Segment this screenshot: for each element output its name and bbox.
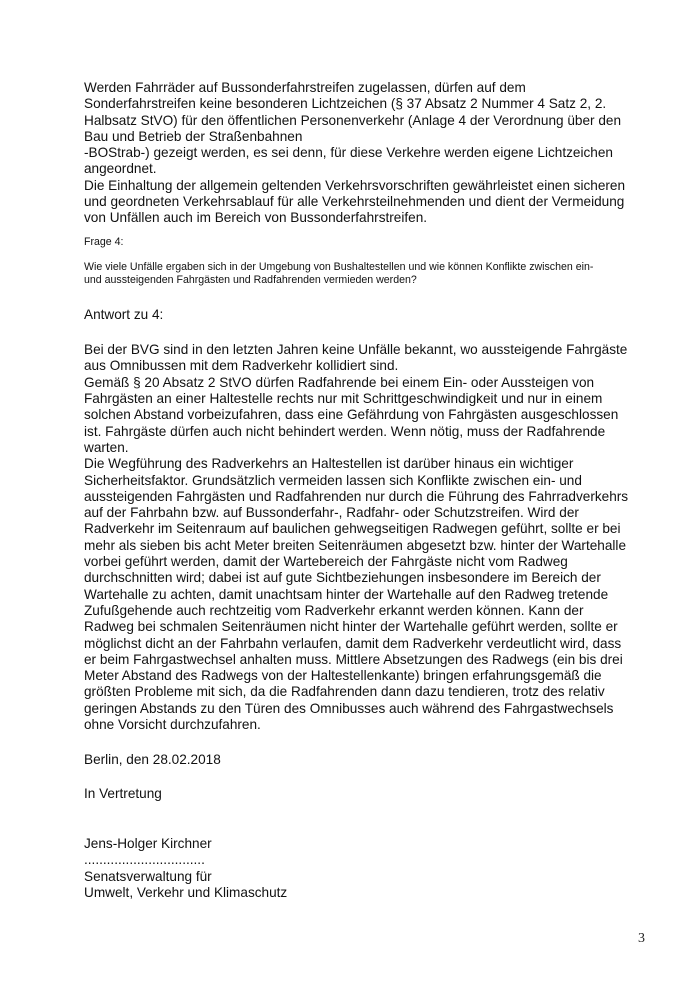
text-line: Sonderfahrstreifen keine besonderen Lichtzeichen (§ 37 Absatz 2 Nummer 4 Satz 2, 2. (84, 96, 607, 112)
text-line: Sicherheitsfaktor. Grundsätzlich vermeiden lassen sich Konflikte zwischen ein- und (84, 472, 582, 488)
signature-block (84, 836, 654, 901)
text-line: ohne Vorsicht durchzufahren. (84, 717, 261, 733)
text-line: Gemäß § 20 Absatz 2 StVO dürfen Radfahrende bei einem Ein- oder Aussteigen von (84, 374, 595, 390)
signatory-name: Jens-Holger Kirchner (84, 835, 212, 851)
answer-label: Antwort zu 4: (84, 306, 164, 322)
date-line: Berlin, den 28.02.2018 (84, 752, 221, 768)
authority-line: Umwelt, Verkehr und Klimaschutz (84, 884, 288, 900)
text-line: Wie viele Unfälle ergaben sich in der Umgebung von Bushaltestellen und wie können Konflikte zwischen ein- (84, 261, 594, 274)
text-line: Werden Fahrräder auf Bussonderfahrstreifen zugelassen, dürfen auf dem (84, 80, 526, 95)
text-line: Meter Abstand des Radwegs von der Haltestellenkante) bringen erfahrungsgemäß die (84, 668, 602, 684)
text-line: Radweg bei schmalen Seitenräumen nicht hinter der Wartehalle geführt werden, sollte er (84, 619, 618, 635)
text-line: von Unfällen auch im Bereich von Bussonderfahrstreifen. (84, 210, 428, 226)
text-line: Wartehalle zu achten, damit unachtsam hinter der Wartehalle auf den Radweg tretende (84, 586, 609, 602)
text-line: Bau und Betrieb der Straßenbahnen (84, 128, 303, 144)
text-line: Fahrgästen an einer Haltestelle rechts nur mit Schrittgeschwindigkeit und nur in einem (84, 391, 603, 407)
text-line: mehr als sieben bis acht Meter breiten Seitenräumen abgesetzt bzw. hinter der Wartehalle (84, 537, 627, 553)
text-line: solchen Abstand vorbeizufahren, dass eine Gefährdung von Fahrgästen ausgeschlossen (84, 407, 619, 423)
text-line: möglichst dicht an der Fahrbahn verlaufen, damit dem Radverkehr verdeutlicht wird, dass (84, 635, 622, 651)
authority-line: Senatsverwaltung für (84, 868, 212, 884)
text-line: warten. (84, 439, 129, 455)
representation-line: In Vertretung (84, 785, 162, 801)
text-line: aus Omnibussen mit dem Radverkehr kollidiert sind. (84, 358, 399, 374)
text-line: Radverkehr im Seitenraum auf baulichen gehwegseitigen Radwegen geführt, sollte er bei (84, 521, 621, 537)
answer-paragraph (84, 342, 654, 733)
question-label: Frage 4: (84, 235, 124, 248)
text-line: Bei der BVG sind in den letzten Jahren keine Unfälle bekannt, wo aussteigende Fahrgäste (84, 342, 628, 358)
text-line: geringen Abstands zu den Türen des Omnibusses auch während des Fahrgastwechsels (84, 700, 614, 716)
page-number: 3 (638, 931, 645, 946)
text-line: auf der Fahrbahn bzw. auf Bussonderfahr-, Radfahr- oder Schutzstreifen. Wird der (84, 505, 579, 521)
text-line: -BOStrab-) gezeigt werden, es sei denn, für diese Verkehre werden eigene Lichtzeichen (84, 145, 613, 161)
text-line: Zufußgehende auch rechtzeitig vom Radverkehr erkannt werden können. Kann der (84, 602, 584, 618)
text-line: und aussteigenden Fahrgästen und Radfahrenden vermieden werden? (84, 274, 417, 287)
question-text (84, 261, 654, 288)
text-line: durchschnitten wird; dabei ist auf gute Sichtbeziehungen insbesondere im Bereich der (84, 570, 601, 586)
text-line: aussteigenden Fahrgästen und Radfahrenden nur durch die Führung des Fahrradverkehrs (84, 488, 629, 504)
text-line: Die Wegführung des Radverkehrs an Haltestellen ist darüber hinaus ein wichtiger (84, 456, 574, 472)
text-line: ist. Fahrgäste dürfen auch nicht behindert werden. Wenn nötig, muss der Radfahrende (84, 423, 606, 439)
text-line: und geordneten Verkehrsablauf für alle Verkehrsteilnehmenden und dient der Vermeidung (84, 194, 625, 210)
signature-dots: ................................ (84, 852, 205, 868)
page-content (84, 80, 654, 901)
intro-paragraph (84, 80, 654, 227)
text-line: Die Einhaltung der allgemein geltenden Verkehrsvorschriften gewährleistet einen sicheren (84, 177, 626, 193)
text-line: vorbei geführt werden, damit der Wartebereich der Fahrgäste nicht vom Radweg (84, 554, 568, 570)
text-line: größten Probleme mit sich, da die Radfahrenden dann dazu tendieren, trotz des relativ (84, 684, 605, 700)
text-line: Halbsatz StVO) für den öffentlichen Personenverkehr (Anlage 4 der Verordnung über den (84, 112, 622, 128)
text-line: angeordnet. (84, 161, 157, 177)
text-line: er beim Fahrgastwechsel anhalten muss. Mittlere Absetzungen des Radwegs (ein bis drei (84, 651, 623, 667)
